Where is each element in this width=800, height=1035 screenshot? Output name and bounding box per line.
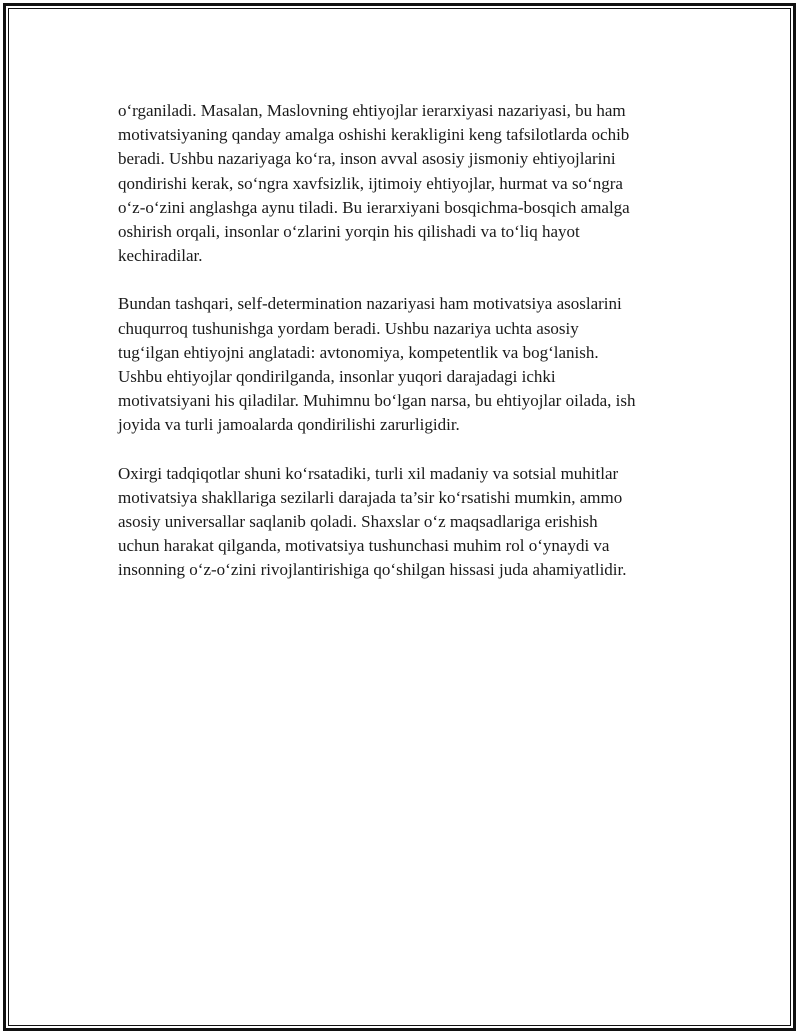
page-frame xyxy=(3,3,796,1031)
document-body xyxy=(118,99,718,607)
paragraph-recent-research: Oxirgi tadqiqotlar shuni ko‘rsatadiki, turli xil madaniy va sotsial muhitlar motivatsiya shakllariga sezilarli darajada ta’sir ko‘rsatishi mumkin, ammo asosiy universallar saqlanib qoladi. Shaxslar o‘z maqsadlariga erishish uchun harakat qilganda, motivatsiya tushunchasi muhim rol o‘ynaydi va insonning o‘z-o‘zini rivojlantirishiga qo‘shilgan hissasi juda ahamiyatlidir. xyxy=(118,463,627,580)
paragraph-maslow: o‘rganiladi. Masalan, Maslovning ehtiyojlar ierarxiyasi nazariyasi, bu ham motivatsiyaning qanday amalga oshishi kerakligini keng tafsilotlarda ochib beradi. Ushbu nazariyaga ko‘ra, inson avval asosiy jismoniy ehtiyojlarini qondirishi kerak, so‘ngra xavfsizlik, ijtimoiy ehtiyojlar, hurmat va so‘ngra o‘z-o‘zini anglashga aynu tiladi. Bu ierarxiyani bosqichma-bosqich amalga oshirish orqali, insonlar o‘zlarini yorqin his qilishadi va to‘liq hayot kechiradilar. xyxy=(118,101,630,266)
paragraph-self-determination: Bundan tashqari, self-determination nazariyasi ham motivatsiya asoslarini chuqurroq tushunishga yordam beradi. Ushbu nazariya uchta asosiy tug‘ilgan ehtiyojni anglatadi: avtonomiya, kompetentlik va bog‘lanish. Ushbu ehtiyojlar qondirilganda, insonlar yuqori darajadagi ichki motivatsiyani his qiladilar. Muhimnu bo‘lgan narsa, bu ehtiyojlar oilada, ish joyida va turli jamoalarda qondirilishi zarurligidir. xyxy=(118,294,636,435)
